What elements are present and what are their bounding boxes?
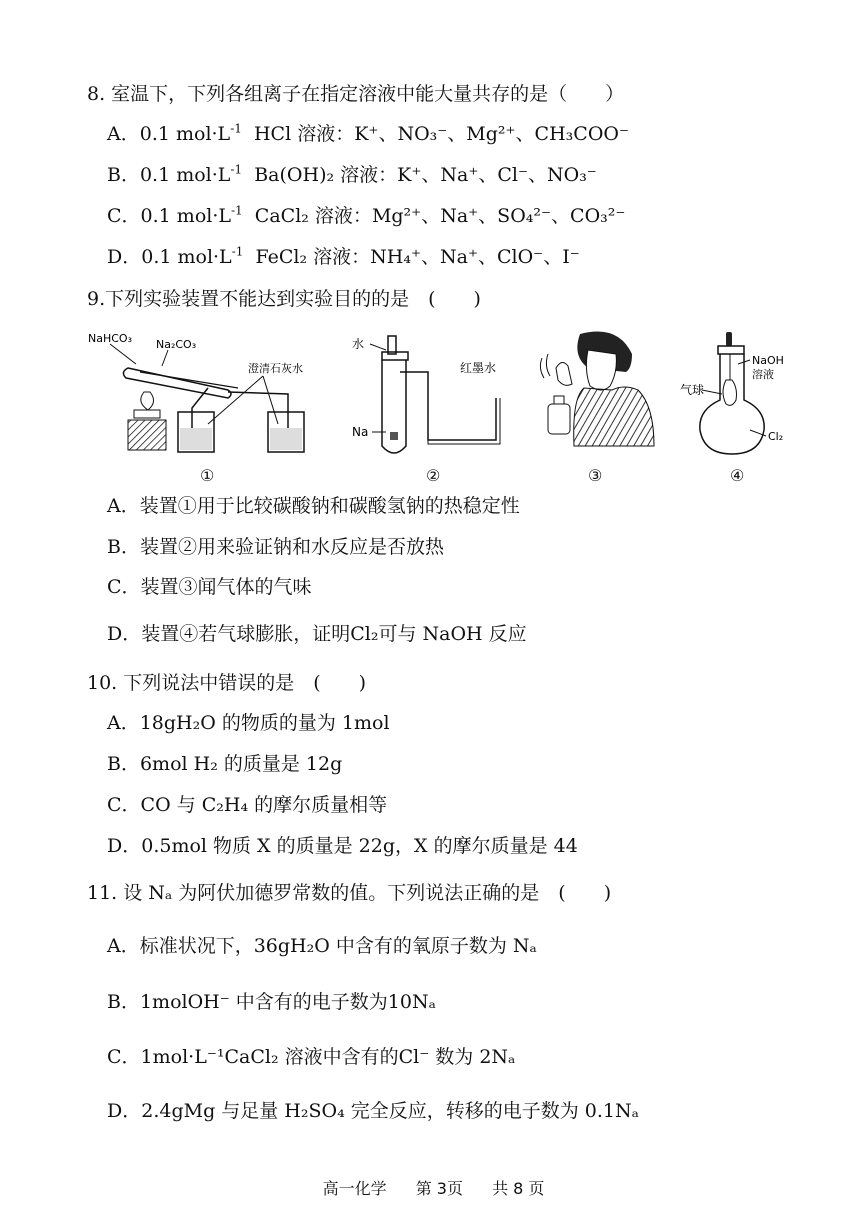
q8-option-ions: Mg²⁺、Na⁺、SO₄²⁻、CO₃²⁻	[371, 205, 626, 227]
q9-option-b: B．装置②用来验证钠和水反应是否放热	[107, 536, 444, 558]
label-cl2: Cl₂	[768, 430, 784, 443]
q8-option-solution: HCl 溶液：	[253, 123, 355, 145]
footer-page: 第 3页	[415, 1179, 463, 1198]
device-3-figure	[528, 328, 658, 452]
q9-option-a: A．装置①用于比较碳酸钠和碳酸氢钠的热稳定性	[107, 495, 520, 517]
q8-option-label: C．	[107, 205, 141, 227]
q8-option-label: D．	[107, 246, 142, 268]
device-4-number: ④	[730, 466, 745, 485]
device-2-figure	[348, 328, 508, 462]
q8-option-a: A．0.1 $mol\cdot L^{-1}$ HCl 溶液：K⁺、NO₃⁻、Mg²⁺、CH₃COO⁻	[107, 121, 629, 145]
q8-option-solution: Ba(OH)₂ 溶液：	[254, 164, 398, 186]
page-footer	[0, 1176, 867, 1199]
q8-option-c: C．0.1 $mol\cdot L^{-1}$ CaCl₂ 溶液：Mg²⁺、Na⁺、SO₄²⁻、CO₃²⁻	[107, 203, 626, 227]
q8-option-ions: K⁺、NO₃⁻、Mg²⁺、CH₃COO⁻	[354, 123, 629, 145]
q11-option-c: C．1mol·L⁻¹CaCl₂ 溶液中含有的Cl⁻ 数为 2Nₐ	[107, 1046, 516, 1068]
device-4-figure	[680, 328, 800, 462]
q9-option-c: C．装置③闻气体的气味	[107, 576, 312, 598]
label-red-ink: 红墨水	[460, 361, 497, 375]
q8-option-conc: 0.1 mol·L	[141, 246, 232, 268]
q8-option-solution: FeCl₂ 溶液：	[255, 246, 371, 268]
q8-option-conc: 0.1 mol·L	[140, 205, 231, 227]
device-1-figure	[88, 328, 318, 462]
q9-option-d: D．装置④若气球膨胀，证明Cl₂可与 NaOH 反应	[107, 623, 527, 645]
q10-option-d: D．0.5mol 物质 X 的质量是 22g，X 的摩尔质量是 44	[107, 835, 578, 857]
device-1-number: ①	[200, 466, 215, 485]
label-water: 水	[352, 337, 365, 351]
q8-option-label: A．	[107, 123, 140, 145]
q11-stem: 11. 设 Nₐ 为阿伏加德罗常数的值。下列说法正确的是 ( )	[87, 882, 612, 904]
q11-option-b: B．1molOH⁻ 中含有的电子数为10Nₐ	[107, 991, 436, 1013]
label-solution: 溶液	[752, 368, 774, 381]
label-na2co3: Na₂CO₃	[156, 338, 197, 351]
q8-option-conc: 0.1 mol·L	[139, 164, 231, 186]
footer-subject: 高一化学	[322, 1179, 387, 1198]
q11-option-d: D．2.4gMg 与足量 H₂SO₄ 完全反应，转移的电子数为 0.1Nₐ	[107, 1100, 639, 1122]
q8-option-solution: CaCl₂ 溶液：	[254, 205, 372, 227]
q8-option-conc: 0.1 mol·L	[139, 123, 231, 145]
label-balloon: 气球	[680, 383, 705, 397]
q11-option-a: A．标准状况下，36gH₂O 中含有的氧原子数为 Nₐ	[107, 935, 537, 957]
device-3-number: ③	[588, 466, 603, 485]
q8-option-b: B．0.1 $mol\cdot L^{-1}$ Ba(OH)₂ 溶液：K⁺、Na⁺、Cl⁻、NO₃⁻	[107, 162, 597, 186]
label-limewater: 澄清石灰水	[248, 362, 303, 375]
q10-stem: 10. 下列说法中错误的是 ( )	[87, 672, 367, 694]
label-naoh: NaOH	[752, 354, 784, 367]
q9-stem: 9.下列实验装置不能达到实验目的的是 ( )	[87, 288, 481, 310]
q8-option-d: D．0.1 $mol\cdot L^{-1}$ FeCl₂ 溶液：NH₄⁺、Na⁺、ClO⁻、I⁻	[107, 244, 580, 268]
q10-option-a: A．18gH₂O 的物质的量为 1mol	[107, 712, 390, 734]
q8-stem: 8. 室温下，下列各组离子在指定溶液中能大量共存的是（ ）	[87, 83, 625, 105]
q8-option-ions: NH₄⁺、Na⁺、ClO⁻、I⁻	[370, 246, 580, 268]
label-na: Na	[352, 425, 369, 439]
label-nahco3: NaHCO₃	[88, 332, 132, 345]
q10-option-b: B．6mol H₂ 的质量是 12g	[107, 753, 343, 775]
q10-option-c: C．CO 与 C₂H₄ 的摩尔质量相等	[107, 794, 388, 816]
q8-option-ions: K⁺、Na⁺、Cl⁻、NO₃⁻	[397, 164, 597, 186]
q8-option-label: B．	[107, 164, 140, 186]
footer-total: 共 8 页	[492, 1179, 545, 1198]
device-2-number: ②	[426, 466, 441, 485]
